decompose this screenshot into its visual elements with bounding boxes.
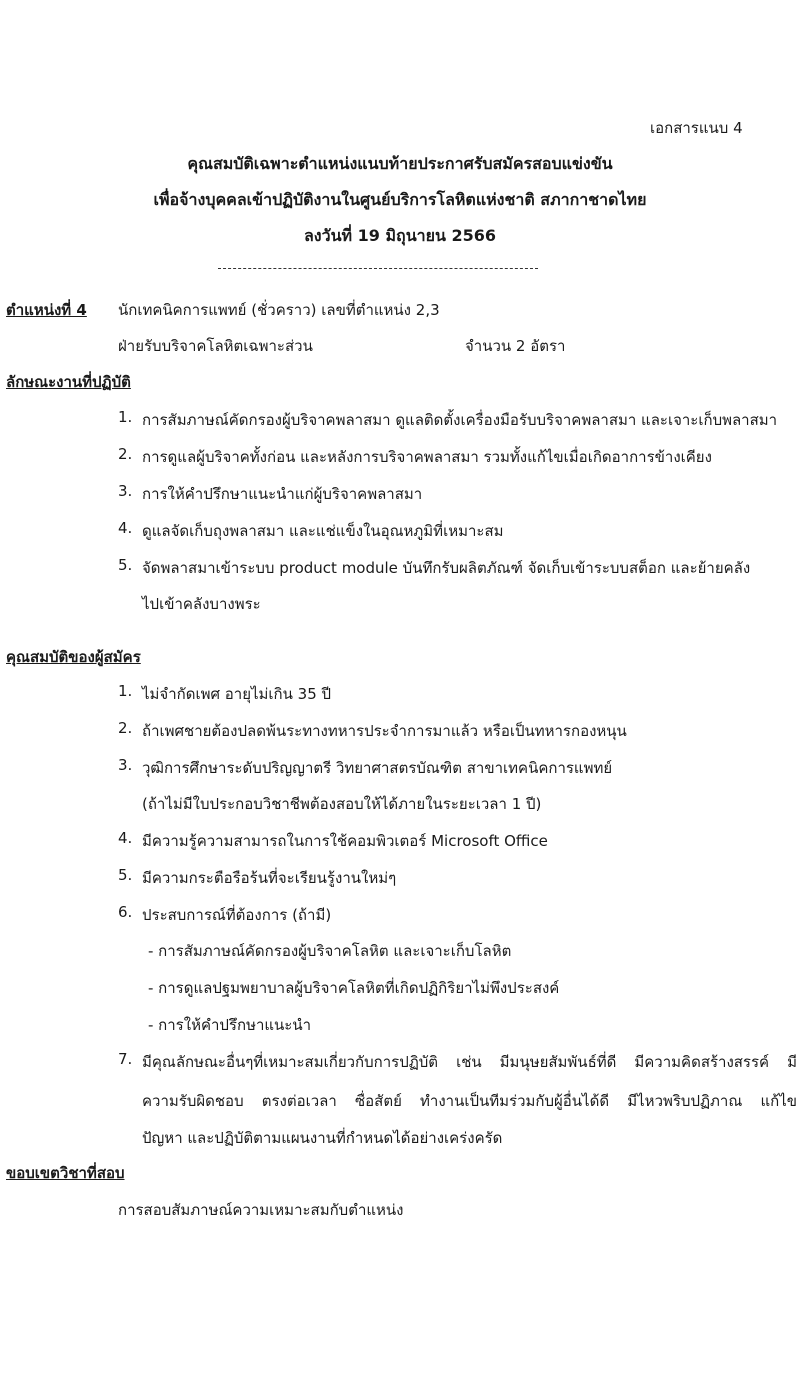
- experience-item: - การให้คำปรึกษาแนะนำ: [148, 1016, 312, 1034]
- duty-text: การดูแลผู้บริจาคทั้งก่อน และหลังการบริจาคพลาสมา รวมทั้งแก้ไขเมื่อเกิดอาการข้างเคียง: [142, 448, 712, 466]
- qualification-number: 5.: [118, 866, 133, 884]
- duty-number: 1.: [118, 408, 133, 426]
- qualification-number: 2.: [118, 719, 133, 737]
- qualification-text-continued: ความรับผิดชอบ ตรงต่อเวลา ซื่อสัตย์ ทำงานเป็นทีมร่วมกับผู้อื่นได้ดี มีไหวพริบปฏิภาณ แก้ไข: [142, 1092, 797, 1110]
- duty-number: 3.: [118, 482, 133, 500]
- qualification-text: ถ้าเพศชายต้องปลดพ้นระทางทหารประจำการมาแล้ว หรือเป็นทหารกองหนุน: [142, 722, 627, 740]
- qualification-text: ประสบการณ์ที่ต้องการ (ถ้ามี): [142, 906, 332, 924]
- title-line-2: เพื่อจ้างบุคคลเข้าปฏิบัติงานในศูนย์บริการโลหิตแห่งชาติ สภากาชาดไทย: [153, 190, 647, 209]
- duty-text: จัดพลาสมาเข้าระบบ product module บันทึกรับผลิตภัณฑ์ จัดเก็บเข้าระบบสต็อก และย้ายคลัง: [142, 559, 751, 577]
- attachment-label: เอกสารแนบ 4: [650, 119, 743, 137]
- qualification-text: มีคุณลักษณะอื่นๆที่เหมาะสมเกี่ยวกับการปฏิบัติ เช่น มีมนุษยสัมพันธ์ที่ดี มีความคิดสร้างสรรค์ มี: [142, 1053, 797, 1071]
- title-line-3: ลงวันที่ 19 มิถุนายน 2566: [303, 226, 497, 245]
- position-department: ฝ่ายรับบริจาคโลหิตเฉพาะส่วน: [118, 337, 313, 355]
- position-label: ตำแหน่งที่ 4: [6, 301, 87, 319]
- exam-text: การสอบสัมภาษณ์ความเหมาะสมกับตำแหน่ง: [118, 1201, 404, 1219]
- qualification-number: 7.: [118, 1050, 133, 1068]
- qualification-number: 1.: [118, 682, 133, 700]
- duty-text: การให้คำปรึกษาแนะนำแก่ผู้บริจาคพลาสมา: [142, 485, 423, 503]
- duty-text: การสัมภาษณ์คัดกรองผู้บริจาคพลาสมา ดูแลติดตั้งเครื่องมือรับบริจาคพลาสมา และเจาะเก็บพลาสมา: [142, 411, 778, 429]
- qualification-text: มีความกระตือรือร้นที่จะเรียนรู้งานใหม่ๆ: [142, 869, 397, 887]
- duty-number: 5.: [118, 556, 133, 574]
- duty-text-continued: ไปเข้าคลังบางพระ: [142, 595, 261, 613]
- experience-item: - การสัมภาษณ์คัดกรองผู้บริจาคโลหิต และเจาะเก็บโลหิต: [148, 942, 512, 960]
- duty-text: ดูแลจัดเก็บถุงพลาสมา และแช่แข็งในอุณหภูมิที่เหมาะสม: [142, 522, 504, 540]
- exam-heading: ขอบเขตวิชาที่สอบ: [6, 1164, 125, 1182]
- position-quota: จำนวน 2 อัตรา: [465, 337, 566, 355]
- qualification-number: 6.: [118, 903, 133, 921]
- qualification-text-continued: (ถ้าไม่มีใบประกอบวิชาชีพต้องสอบให้ได้ภายในระยะเวลา 1 ปี): [142, 795, 542, 813]
- duty-number: 4.: [118, 519, 133, 537]
- divider: [218, 268, 538, 269]
- qualification-number: 4.: [118, 829, 133, 847]
- duty-number: 2.: [118, 445, 133, 463]
- title-line-1: คุณสมบัติเฉพาะตำแหน่งแนบท้ายประกาศรับสมัครสอบแข่งขัน: [187, 154, 613, 173]
- qualifications-heading: คุณสมบัติของผู้สมัคร: [6, 648, 141, 666]
- qualification-text: ไม่จำกัดเพศ อายุไม่เกิน 35 ปี: [142, 685, 332, 703]
- experience-item: - การดูแลปฐมพยาบาลผู้บริจาคโลหิตที่เกิดปฏิกิริยาไม่พึงประสงค์: [148, 979, 560, 997]
- qualification-text: วุฒิการศึกษาระดับปริญญาตรี วิทยาศาสตรบัณฑิต สาขาเทคนิคการแพทย์: [142, 759, 613, 777]
- position-title: นักเทคนิคการแพทย์ (ชั่วคราว) เลขที่ตำแหน่ง 2,3: [118, 301, 440, 319]
- qualification-text: มีความรู้ความสามารถในการใช้คอมพิวเตอร์ Microsoft Office: [142, 832, 548, 850]
- duties-heading: ลักษณะงานที่ปฏิบัติ: [6, 373, 131, 391]
- qualification-text-continued: ปัญหา และปฏิบัติตามแผนงานที่กำหนดได้อย่างเคร่งครัด: [142, 1129, 503, 1147]
- qualification-number: 3.: [118, 756, 133, 774]
